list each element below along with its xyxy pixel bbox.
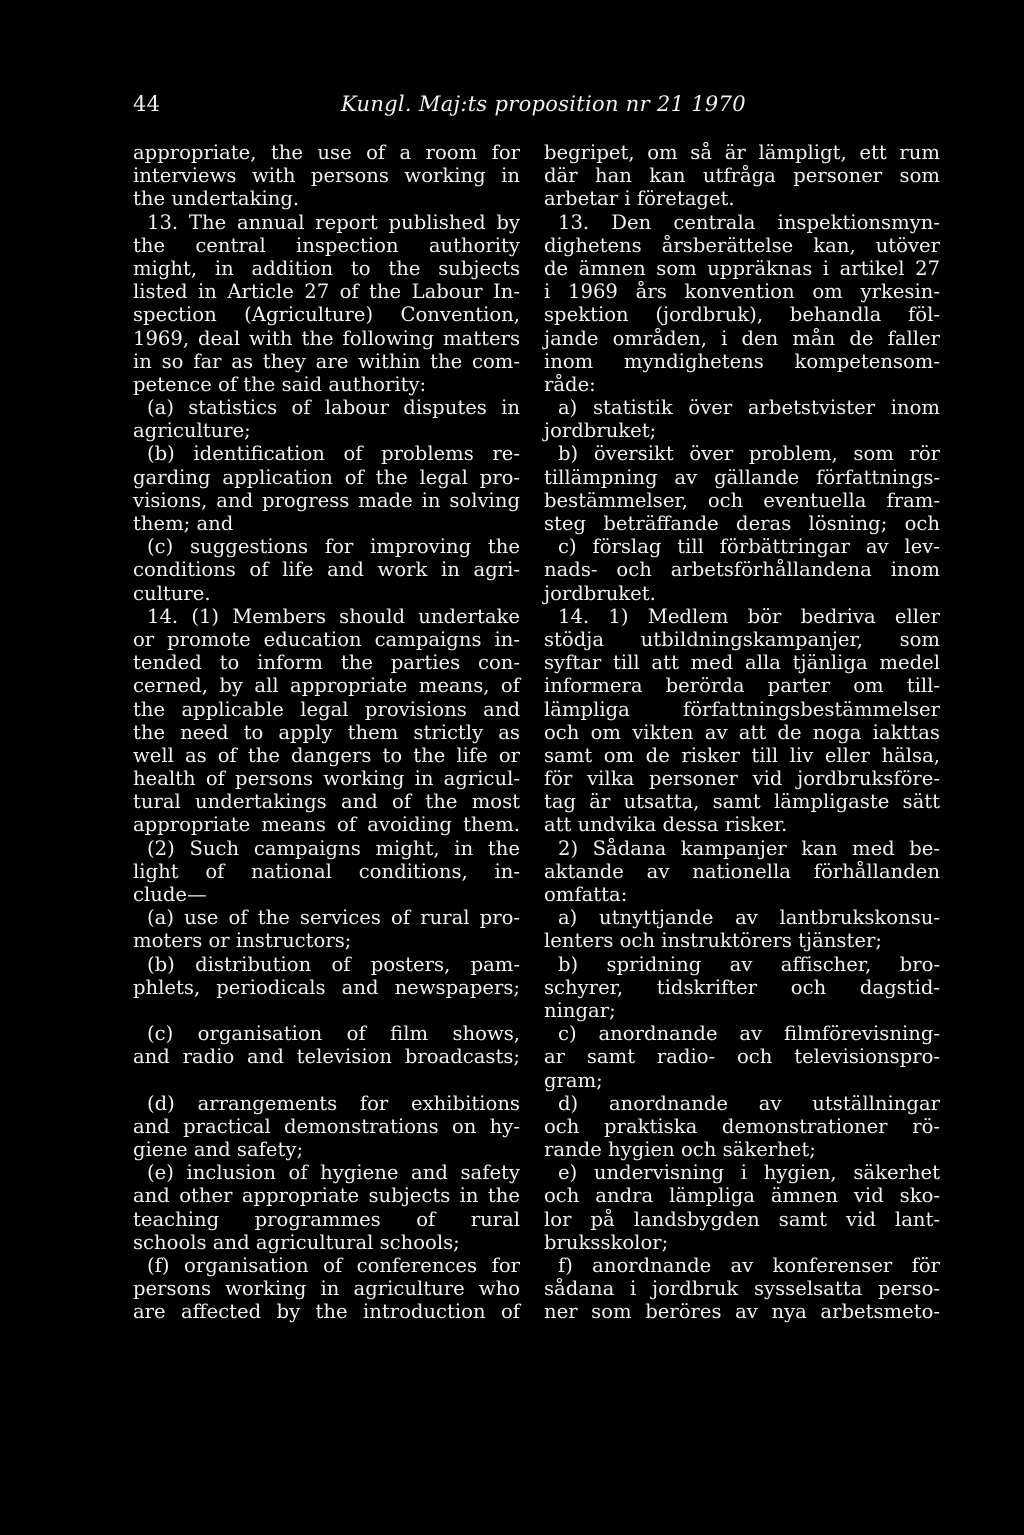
text-line: or promote education campaigns in- xyxy=(133,627,520,651)
text-line: jordbruket. xyxy=(544,581,656,605)
text-line: ningar; xyxy=(544,998,616,1022)
text-line: d) anordnande av utställningar xyxy=(558,1091,940,1115)
text-line: tural undertakings and of the most xyxy=(133,790,520,814)
text-line xyxy=(133,999,520,1022)
text-line: de ämnen som uppräknas i artikel 27 xyxy=(544,256,940,280)
text-line: appropriate, the use of a room for xyxy=(133,141,520,164)
text-line: petence of the said authority: xyxy=(133,372,427,396)
text-line: lor på landsbygden samt vid lant- xyxy=(544,1207,940,1231)
text-line: listed in Article 27 of the Labour In- xyxy=(133,280,520,304)
text-line: syftar till att med alla tjänliga medel xyxy=(544,651,940,675)
text-line: 2) Sådana kampanjer kan med be- xyxy=(558,836,940,860)
text-line: agriculture; xyxy=(133,419,251,443)
text-line: (c) organisation of film shows, xyxy=(147,1022,520,1046)
text-line: spektion (jordbruk), behandla föl- xyxy=(544,303,940,327)
text-line: (a) statistics of labour disputes in xyxy=(147,396,520,420)
english-text-column xyxy=(133,141,520,1324)
text-line: ar samt radio- och televisionspro- xyxy=(544,1045,940,1069)
text-line: tag är utsatta, samt lämpligaste sätt xyxy=(544,790,940,814)
text-line: interviews with persons working in xyxy=(133,164,520,188)
text-line: (d) arrangements for exhibitions xyxy=(147,1091,520,1115)
text-line: 1969, deal with the following matters xyxy=(133,326,520,350)
text-line: light of national conditions, in- xyxy=(133,859,520,883)
text-line: persons working in agriculture who xyxy=(133,1277,520,1301)
text-line: teaching programmes of rural xyxy=(133,1207,520,1231)
text-line: omfatta: xyxy=(544,883,628,906)
text-line: them; and xyxy=(133,512,234,535)
text-line: 13. Den centrala inspektionsmyn- xyxy=(558,210,940,234)
text-line: rande hygien och säkerhet; xyxy=(544,1138,816,1162)
text-line: visions, and progress made in solving xyxy=(133,488,520,512)
text-line: (f) organisation of conferences for xyxy=(147,1254,520,1277)
text-line: steg beträffande deras lösning; och xyxy=(544,512,940,535)
text-line: (e) inclusion of hygiene and safety xyxy=(147,1161,520,1185)
text-line: appropriate means of avoiding them. xyxy=(133,813,520,837)
text-line: b) spridning av affischer, bro- xyxy=(558,952,940,976)
text-line: and practical demonstrations on hy- xyxy=(133,1114,520,1138)
text-line xyxy=(133,1069,520,1092)
text-line: b) översikt över problem, som rör xyxy=(558,442,940,466)
text-line: för vilka personer vid jordbruksföre- xyxy=(544,767,940,791)
text-line: 13. The annual report published by xyxy=(147,210,520,234)
text-line: och praktiska demonstrationer rö- xyxy=(544,1114,940,1138)
text-line: gram; xyxy=(544,1068,603,1092)
text-line: att undvika dessa risker. xyxy=(544,813,788,837)
text-line: the central inspection authority xyxy=(133,233,520,257)
text-line: spection (Agriculture) Convention, xyxy=(133,303,520,327)
text-line: (c) suggestions for improving the xyxy=(147,535,520,559)
text-line: schools and agricultural schools; xyxy=(133,1230,460,1254)
text-line: garding application of the legal pro- xyxy=(133,465,520,489)
text-line: moters or instructors; xyxy=(133,929,352,953)
text-line: i 1969 års konvention om yrkesin- xyxy=(544,280,940,304)
text-line: c) förslag till förbättringar av lev- xyxy=(558,535,940,559)
text-line: samt om de risker till liv eller hälsa, xyxy=(544,743,940,767)
text-line: råde: xyxy=(544,372,596,396)
text-line: jande områden, i den mån de faller xyxy=(544,326,940,350)
text-line: och om vikten av att de noga iakttas xyxy=(544,720,940,744)
text-line: schyrer, tidskrifter och dagstid- xyxy=(544,975,940,999)
text-line: the need to apply them strictly as xyxy=(133,720,520,744)
text-line: the undertaking. xyxy=(133,187,300,211)
text-line: conditions of life and work in agri- xyxy=(133,558,520,582)
text-line: might, in addition to the subjects xyxy=(133,256,520,280)
text-line: the applicable legal provisions and xyxy=(133,697,520,721)
text-line: sådana i jordbruk sysselsatta perso- xyxy=(544,1277,940,1301)
swedish-text-column xyxy=(544,141,940,1324)
text-line: begripet, om så är lämpligt, ett rum xyxy=(544,141,940,164)
text-line: clude— xyxy=(133,883,207,906)
text-line: bestämmelser, och eventuella fram- xyxy=(544,488,940,512)
text-line: arbetar i företaget. xyxy=(544,187,735,211)
text-line: a) statistik över arbetstvister inom xyxy=(558,396,940,420)
text-line: informera berörda parter om till- xyxy=(544,674,940,698)
text-line: c) anordnande av filmförevisning- xyxy=(558,1022,940,1046)
text-line: f) anordnande av konferenser för xyxy=(558,1254,940,1277)
text-line: health of persons working in agricul- xyxy=(133,767,520,791)
text-line: inom myndighetens kompetensom- xyxy=(544,349,940,373)
text-line: (b) identification of problems re- xyxy=(147,442,520,466)
text-line: and other appropriate subjects in the xyxy=(133,1184,520,1208)
text-line: tended to inform the parties con- xyxy=(133,651,520,675)
text-line: giene and safety; xyxy=(133,1138,304,1162)
text-line: (b) distribution of posters, pam- xyxy=(147,952,520,976)
text-line: tillämpning av gällande författnings- xyxy=(544,465,940,489)
text-line: well as of the dangers to the life or xyxy=(133,743,520,767)
text-line: stödja utbildningskampanjer, som xyxy=(544,627,940,651)
text-line: and radio and television broadcasts; xyxy=(133,1045,520,1069)
text-line: (a) use of the services of rural pro- xyxy=(147,906,520,930)
text-line: jordbruket; xyxy=(544,419,657,443)
text-line: aktande av nationella förhållanden xyxy=(544,859,940,883)
text-line: phlets, periodicals and newspapers; xyxy=(133,975,520,999)
text-line: nads- och arbetsförhållandena inom xyxy=(544,558,940,582)
text-line: lenters och instruktörers tjänster; xyxy=(544,929,882,953)
text-line: dighetens årsberättelse kan, utöver xyxy=(544,233,940,257)
text-line: cerned, by all appropriate means, of xyxy=(133,674,520,698)
text-line: lämpliga författningsbestämmelser xyxy=(544,697,940,721)
text-line: in so far as they are within the com- xyxy=(133,349,520,373)
text-line: (2) Such campaigns might, in the xyxy=(147,836,520,860)
text-line: a) utnyttjande av lantbrukskonsu- xyxy=(558,906,940,930)
running-title: Kungl. Maj:ts proposition nr 21 1970 xyxy=(341,92,746,116)
text-line: ner som beröres av nya arbetsmeto- xyxy=(544,1300,940,1324)
page-number: 44 xyxy=(133,92,161,116)
text-line: 14. 1) Medlem bör bedriva eller xyxy=(558,604,940,628)
text-line: där han kan utfråga personer som xyxy=(544,164,940,188)
text-line: 14. (1) Members should undertake xyxy=(147,604,520,628)
text-line: culture. xyxy=(133,581,211,605)
text-line: are affected by the introduction of xyxy=(133,1300,520,1324)
text-line: bruksskolor; xyxy=(544,1230,669,1254)
text-line: och andra lämpliga ämnen vid sko- xyxy=(544,1184,940,1208)
text-line: e) undervisning i hygien, säkerhet xyxy=(558,1161,940,1185)
